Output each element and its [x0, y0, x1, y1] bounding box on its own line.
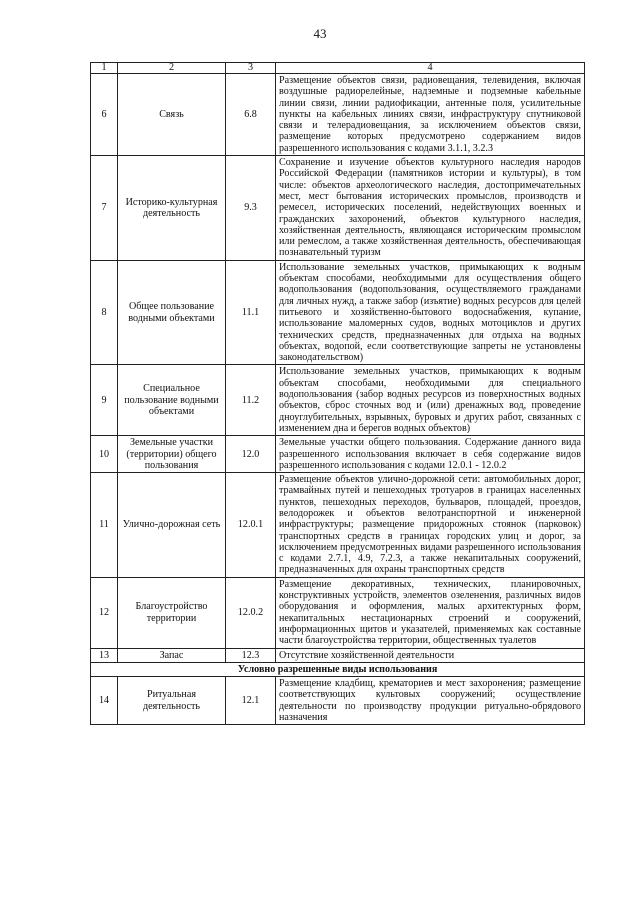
table-row	[91, 473, 585, 578]
table-row	[91, 74, 585, 156]
column-number: 2	[118, 63, 226, 74]
use-type-description: Использование земельных участков, примыкающих к водным объектам способами, необходимыми для осуществления общего водопользования (водопользования, осуществляемого гражданами для личных нужд, а также забор (изъятие) водных ресурсов для целей питьевого и хозяйственно-бытового водоснабжения, купание, использование маломерных судов, водных мотоциклов и других технических средств, предназначенных для отдыха на водных объектах, водопой, если соответствующие запреты не установлены законодательством)	[276, 260, 585, 365]
use-type-code: 11.1	[226, 260, 276, 365]
use-type-name: Общее пользование водными объектами	[118, 260, 226, 365]
row-number: 13	[91, 648, 118, 662]
use-type-name: Земельные участки (территории) общего пользования	[118, 436, 226, 473]
use-type-name: Запас	[118, 648, 226, 662]
use-type-name: Историко-культурная деятельность	[118, 156, 226, 261]
use-type-name: Благоустройство территории	[118, 577, 226, 648]
use-type-code: 12.0.1	[226, 473, 276, 578]
row-number: 11	[91, 473, 118, 578]
section-row	[91, 662, 585, 676]
table-row	[91, 156, 585, 261]
row-number: 14	[91, 677, 118, 725]
use-type-code: 11.2	[226, 365, 276, 436]
use-type-name: Ритуальная деятельность	[118, 677, 226, 725]
use-type-description: Отсутствие хозяйственной деятельности	[276, 648, 585, 662]
use-type-code: 12.1	[226, 677, 276, 725]
table-row	[91, 365, 585, 436]
use-type-name: Улично-дорожная сеть	[118, 473, 226, 578]
use-type-name: Специальное пользование водными объектами	[118, 365, 226, 436]
use-type-description: Размещение кладбищ, крематориев и мест захоронения; размещение соответствующих культовых сооружений; осуществление деятельности по производству продукции ритуально-обрядового назначения	[276, 677, 585, 725]
use-type-description: Размещение объектов улично-дорожной сети: автомобильных дорог, трамвайных путей и пешеходных тротуаров в границах населенных пунктов, пешеходных переходов, бульваров, площадей, проездов, велодорожек и объектов велотранспортной и инженерной инфраструктуры; размещение придорожных стоянок (парковок) транспортных средств в границах городских улиц и дорог, за исключением предусмотренных видами разрешенного использования с кодами 2.7.1, 4.9, 7.2.3, а также некапитальных сооружений, предназначенных для охраны транспортных средств	[276, 473, 585, 578]
row-number: 8	[91, 260, 118, 365]
table-row	[91, 577, 585, 648]
use-type-name: Связь	[118, 74, 226, 156]
use-type-description: Размещение объектов связи, радиовещания, телевидения, включая воздушные радиорелейные, надземные и подземные кабельные линии связи, линии радиофикации, антенные поля, усилительные пункты на кабельных линиях связи, инфраструктуру спутниковой связи и телерадиовещания, за исключением объектов связи, размещение которых предусмотрено содержанием видов разрешенного использования с кодами 3.1.1, 3.2.3	[276, 74, 585, 156]
row-number: 10	[91, 436, 118, 473]
section-title: Условно разрешенные виды использования	[91, 662, 585, 676]
row-number: 7	[91, 156, 118, 261]
table-row	[91, 260, 585, 365]
use-type-description: Земельные участки общего пользования. Содержание данного вида разрешенного использования включает в себя содержание видов разрешенного использования с кодами 12.0.1 - 12.0.2	[276, 436, 585, 473]
column-number: 4	[276, 63, 585, 74]
column-number-row	[91, 63, 585, 74]
use-type-description: Сохранение и изучение объектов культурного наследия народов Российской Федерации (памятников истории и культуры), в том числе: объектов археологического наследия, достопримечательных мест, мест бытования исторических промыслов, производств и ремесел, исторических поселений, недействующих военных и гражданских захоронений, объектов культурного наследия, хозяйственная деятельность, являющаяся историческим промыслом или ремеслом, а также хозяйственная деятельность, обеспечивающая познавательный туризм	[276, 156, 585, 261]
table-row	[91, 648, 585, 662]
table-row	[91, 436, 585, 473]
page-number: 43	[313, 26, 327, 41]
column-number: 1	[91, 63, 118, 74]
use-type-description: Размещение декоративных, технических, планировочных, конструктивных устройств, элементов озеленения, различных видов оборудования и оформления, малых архитектурных форм, некапитальных нестационарных строений и сооружений, информационных щитов и указателей, применяемых как составные части благоустройства территории, общественных туалетов	[276, 577, 585, 648]
use-type-code: 12.0	[226, 436, 276, 473]
row-number: 9	[91, 365, 118, 436]
land-use-table	[90, 62, 585, 725]
use-type-code: 9.3	[226, 156, 276, 261]
use-type-code: 12.0.2	[226, 577, 276, 648]
column-number: 3	[226, 63, 276, 74]
use-type-code: 12.3	[226, 648, 276, 662]
use-type-description: Использование земельных участков, примыкающих к водным объектам способами, необходимыми для специального водопользования (забор водных ресурсов из поверхностных водных объектов, сброс сточных вод и (или) дренажных вод, проведение дноуглубительных, взрывных, буровых и других работ, связанных с изменением дна и берегов водных объектов)	[276, 365, 585, 436]
use-type-code: 6.8	[226, 74, 276, 156]
row-number: 12	[91, 577, 118, 648]
row-number: 6	[91, 74, 118, 156]
table-row	[91, 677, 585, 725]
